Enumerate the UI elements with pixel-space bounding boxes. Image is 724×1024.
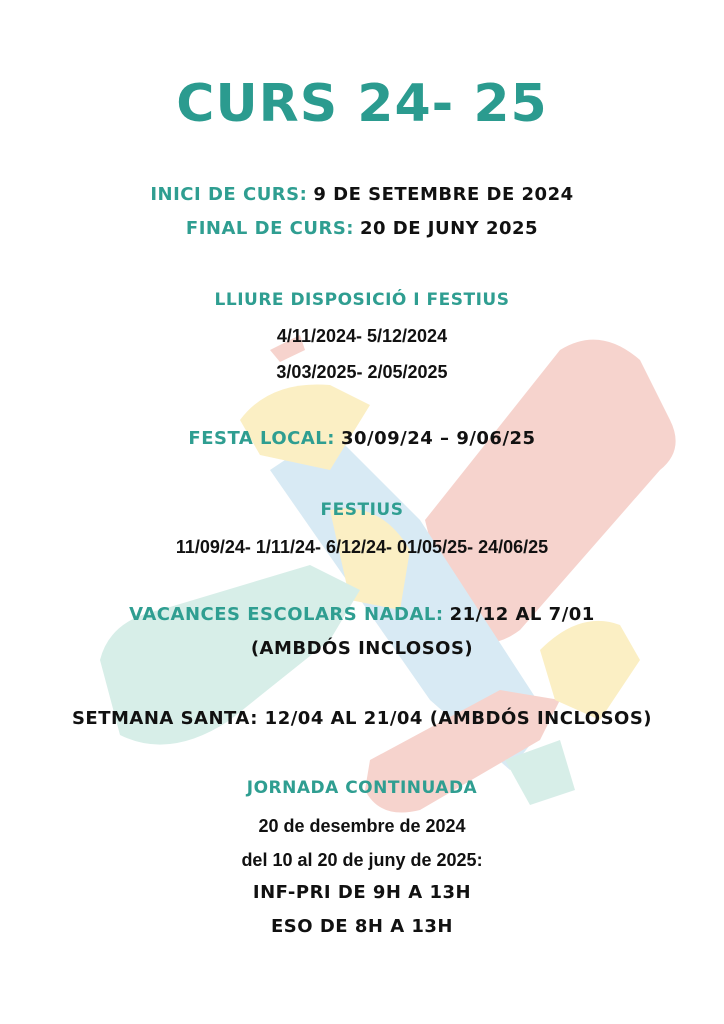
- continuous-schedule-heading: JORNADA CONTINUADA: [246, 778, 478, 798]
- free-days-date-1: 4/11/2024- 5/12/2024: [276, 326, 448, 346]
- end-date-label: FINAL DE CURS:: [185, 218, 354, 239]
- continuous-schedule-line-3: INF-PRI DE 9H A 13H: [252, 882, 472, 903]
- local-holiday-line: [0, 428, 724, 449]
- free-days-date-2: 3/03/2025- 2/05/2025: [276, 362, 448, 382]
- local-holiday-label: FESTA LOCAL:: [188, 428, 335, 449]
- end-date-line: [0, 218, 724, 239]
- end-date-value: 20 DE JUNY 2025: [359, 218, 539, 239]
- holidays-heading: FESTIUS: [320, 500, 404, 520]
- continuous-schedule-line-4: ESO DE 8H A 13H: [271, 916, 453, 937]
- easter-line: SETMANA SANTA: 12/04 AL 21/04 (AMBDÓS INCLOSOS): [71, 708, 653, 729]
- continuous-schedule-line-1: 20 de desembre de 2024: [258, 816, 466, 836]
- free-days-heading: LLIURE DISPOSICIÓ I FESTIUS: [214, 290, 510, 310]
- start-date-label: INICI DE CURS:: [150, 184, 308, 205]
- christmas-line: [0, 604, 724, 625]
- christmas-value: 21/12 AL 7/01: [449, 604, 595, 625]
- start-date-value: 9 DE SETEMBRE DE 2024: [313, 184, 574, 205]
- start-date-line: [0, 184, 724, 205]
- holidays-dates: 11/09/24- 1/11/24- 6/12/24- 01/05/25- 24/06/25: [175, 537, 549, 557]
- local-holiday-value: 30/09/24 – 9/06/25: [340, 428, 536, 449]
- page-title: CURS 24- 25: [176, 74, 548, 134]
- continuous-schedule-line-2: del 10 al 20 de juny de 2025:: [241, 850, 483, 870]
- christmas-label: VACANCES ESCOLARS NADAL:: [129, 604, 444, 625]
- christmas-note: (AMBDÓS INCLOSOS): [250, 638, 474, 659]
